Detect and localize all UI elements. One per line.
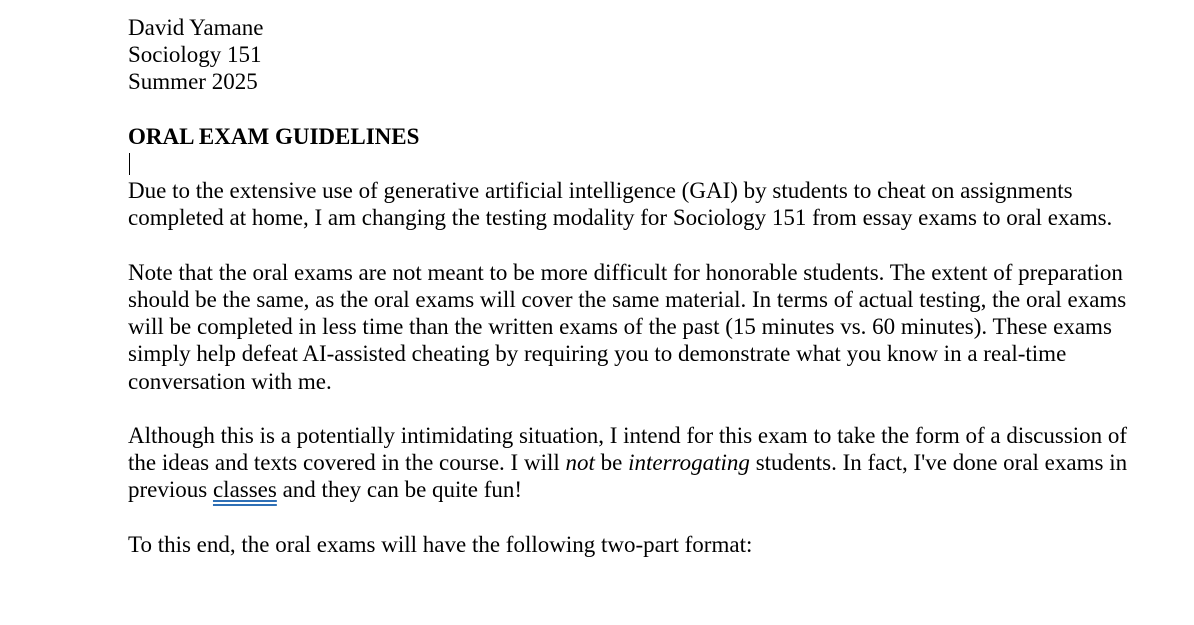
text-run: Although this is a potentially intimidating situation, I intend for this exam to take the form of a discussion of the ideas and texts covered in the course. I will	[128, 422, 1128, 476]
emphasis-not: not	[565, 450, 595, 476]
author-name: David Yamane	[128, 15, 264, 40]
text-run: be	[594, 450, 629, 476]
document-header	[128, 14, 1128, 96]
text-run: students. In fact, I've done oral exams in previous	[128, 450, 1128, 503]
text-cursor	[129, 153, 130, 175]
document-title: ORAL EXAM GUIDELINES	[128, 123, 420, 149]
paragraph-format-intro: To this end, the oral exams will have the following two-part format:	[128, 531, 753, 557]
paragraph-intro: Due to the extensive use of generative artificial intelligence (GAI) by students to cheat on assignments completed at home, I am changing the testing modality for Sociology 151 from essay exams to oral exams.	[128, 178, 1113, 231]
term: Summer 2025	[128, 69, 258, 95]
paragraph-format-tone	[128, 422, 1128, 504]
document-body[interactable]	[128, 14, 1128, 558]
course-name: Sociology 151	[128, 42, 262, 68]
grammar-flagged-word[interactable]: classes	[212, 477, 277, 503]
empty-line[interactable]	[128, 150, 1128, 177]
text-run: and they can be quite fun!	[276, 477, 523, 503]
emphasis-interrogating: interrogating	[628, 450, 750, 476]
paragraph-difficulty: Note that the oral exams are not meant to be more difficult for honorable students. The extent of preparation should be the same, as the oral exams will cover the same material. In terms of actual testing, the oral exams will be completed in less time than the written exams of the past (15 minutes vs. 60 minutes). These exams simply help defeat AI-assisted cheating by requiring you to demonstrate what you know in a real-time conversation with me.	[128, 259, 1127, 394]
